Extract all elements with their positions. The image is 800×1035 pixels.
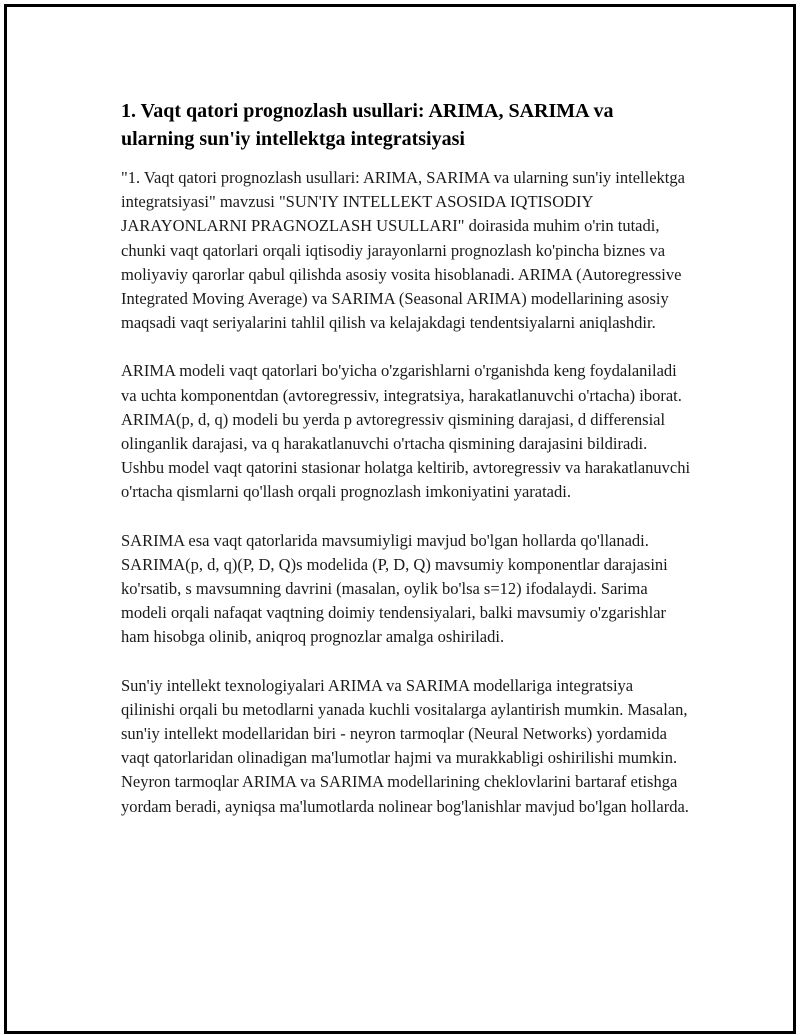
paragraph-sarima: SARIMA esa vaqt qatorlarida mavsumiyligi mavjud bo'lgan hollarda qo'llanadi. SARIMA(p, d, q)(P, D, Q)s modelida (P, D, Q) mavsumiy komponentlar darajasini ko'rsatib, s mavsumning davrini (masalan, oylik bo'lsa s=12) ifodalaydi. Sarima modeli orqali nafaqat vaqtning doimiy tendensiyalari, balki mavsumiy o'zgarishlar ham hisobga olinib, aniqroq prognozlar amalga oshiriladi. <box>121 530 668 647</box>
paragraph-ai-integration: Sun'iy intellekt texnologiyalari ARIMA va SARIMA modellariga integratsiya qilinishi orqali bu metodlarni yanada kuchli vositalarga aylantirish mumkin. Masalan, sun'iy intellekt modellaridan biri - neyron tarmoqlar (Neural Networks) yordamida vaqt qatorlaridan olinadigan ma'lumotlar hajmi va murakkabligi oshirilishi mumkin. Neyron tarmoqlar ARIMA va SARIMA modellarining cheklovlarini bartaraf etishga yordam beradi, ayniqsa ma'lumotlarda nolinear bog'lanishlar mavjud bo'lgan hollarda. <box>121 675 689 816</box>
paragraph-intro: "1. Vaqt qatori prognozlash usullari: ARIMA, SARIMA va ularning sun'iy intellektga integratsiyasi" mavzusi "SUN'IY INTELLEKT ASOSIDA IQTISODIY JARAYONLARNI PRAGNOZLASH USULLARI" doirasida muhim o'rin tutadi, chunki vaqt qatorlari orqali iqtisodiy jarayonlarni prognozlash ko'pincha biznes va moliyaviy qarorlar qabul qilishda asosiy vosita hisoblanadi. ARIMA (Autoregressive Integrated Moving Average) va SARIMA (Seasonal ARIMA) modellarining asosiy maqsadi vaqt seriyalarini tahlil qilish va kelajakdagi tendentsiyalarni aniqlashdir. <box>121 168 685 333</box>
paragraph-arima: ARIMA modeli vaqt qatorlari bo'yicha o'zgarishlarni o'rganishda keng foydalaniladi va uchta komponentdan (avtoregressiv, integratsiya, harakatlanuvchi o'rtacha) iborat. ARIMA(p, d, q) modeli bu yerda p avtoregressiv qismining darajasi, d differensial olinganlik darajasi, va q harakatlanuvchi o'rtacha qismining darajasini bildiradi. Ushbu model vaqt qatorini stasionar holatga keltirib, avtoregressiv va harakatlanuvchi o'rtacha qismlarni qo'llash orqali prognozlash imkoniyatini yaratadi. <box>121 361 691 502</box>
section-heading: 1. Vaqt qatori prognozlash usullari: ARIMA, SARIMA va ularning sun'iy intellektga integratsiyasi <box>121 100 614 150</box>
page-border <box>4 4 796 1034</box>
document-body <box>121 97 691 843</box>
